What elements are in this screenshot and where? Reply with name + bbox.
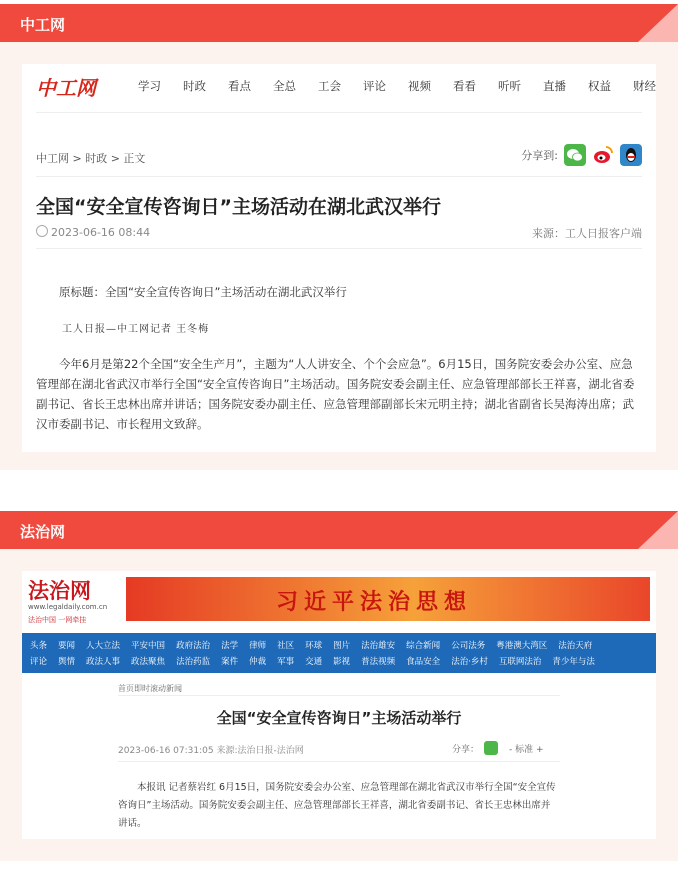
nav-item[interactable]: 军事 <box>277 657 295 667</box>
section-header-fzw <box>0 511 678 549</box>
divider <box>36 248 642 249</box>
nav-item[interactable]: 律师 <box>249 641 267 651</box>
nav-item[interactable]: 评论 <box>30 657 48 667</box>
nav-item[interactable]: 食品安全 <box>406 657 441 667</box>
nav-item[interactable]: 政法聚焦 <box>131 657 166 667</box>
nav-item[interactable]: 直播 <box>543 79 566 93</box>
nav-item[interactable]: 法治药监 <box>176 657 211 667</box>
share-bar <box>521 144 642 166</box>
nav-item[interactable]: 普法视频 <box>361 657 396 667</box>
zgw-logo[interactable]: 中工网 <box>36 75 96 100</box>
nav-item[interactable]: 法治天府 <box>558 641 593 651</box>
nav-item[interactable]: 政府法治 <box>176 641 211 651</box>
article-datetime <box>36 225 150 239</box>
article-headline: 全国“安全宣传咨询日”主场活动在湖北武汉举行 <box>36 196 441 218</box>
article-meta: 2023-06-16 07:31:05 来源:法治日报-法治网 <box>118 746 304 756</box>
clock-icon <box>36 225 48 237</box>
nav-item[interactable]: 社区 <box>277 641 295 651</box>
nav-item[interactable]: 头条 <box>30 641 48 651</box>
article-body: 今年6月是第22个全国“安全生产月”，主题为“人人讲安全、个个会应急”。6月15日，国务院安委会办公室、应急管理部在湖北省武汉市举行全国“安全宣传咨询日”主场活动。国务院安委会副主任、应急管理部部长王祥喜，湖北省委副书记、省长王忠林出席并讲话；国务院安委办副主任、应急管理部副部长宋元明主持；湖北省副省长吴海涛出席；武汉市委副书记、市长程用文致辞。 <box>36 357 635 431</box>
section-header-zgw <box>0 4 678 42</box>
article-card-fzw <box>22 571 656 839</box>
nav-item[interactable]: 权益 <box>588 79 611 93</box>
nav-item[interactable]: 视频 <box>408 79 431 93</box>
breadcrumb[interactable]: 首页即时滚动新闻 <box>118 684 182 693</box>
font-size-control[interactable]: - 标准 + <box>509 744 544 755</box>
nav-item[interactable]: 图片 <box>333 641 351 651</box>
nav-item[interactable]: 案件 <box>221 657 239 667</box>
nav-item[interactable]: 政法人事 <box>86 657 121 667</box>
article-body: 本报讯 记者蔡岩红 6月15日，国务院安委会办公室、应急管理部在湖北省武汉市举行全国“安全宣传咨询日”主场活动。国务院安委会副主任、应急管理部部长王祥喜，湖北省委副书记、省长王忠林出席并讲话。 <box>118 782 556 829</box>
divider <box>36 176 642 177</box>
nav-row-1 <box>30 639 603 651</box>
nav-item[interactable]: 青少年与法 <box>552 657 595 667</box>
share-label: 分享到: <box>521 149 558 162</box>
byline: 工人日报—中工网记者 王冬梅 <box>62 324 210 335</box>
zgw-navbar <box>22 64 656 108</box>
nav-item[interactable]: 时政 <box>183 79 206 93</box>
nav-item[interactable]: 互联网法治 <box>498 657 542 667</box>
nav-item[interactable]: 交通 <box>305 657 323 667</box>
nav-item[interactable]: 看点 <box>228 79 251 93</box>
banner[interactable] <box>126 577 650 621</box>
qq-icon[interactable] <box>620 144 642 166</box>
nav-item[interactable]: 评论 <box>363 79 386 93</box>
share-bar <box>452 741 544 755</box>
nav-item[interactable]: 要闻 <box>58 641 76 651</box>
nav-item[interactable]: 人大立法 <box>86 641 121 651</box>
fzw-header <box>22 571 656 627</box>
nav-item[interactable]: 公司法务 <box>451 641 486 651</box>
nav-item[interactable]: 全总 <box>273 79 296 93</box>
datetime-text: 2023-06-16 08:44 <box>51 226 151 239</box>
divider <box>118 761 560 762</box>
share-label: 分享： <box>452 744 480 755</box>
panel-zgw <box>0 42 678 470</box>
nav-item[interactable]: 舆情 <box>58 657 76 667</box>
corner-decoration <box>638 4 678 42</box>
nav-item[interactable]: 学习 <box>138 79 161 93</box>
article-headline: 全国“安全宣传咨询日”主场活动举行 <box>216 709 462 727</box>
nav-item[interactable]: 听听 <box>498 79 521 93</box>
breadcrumb[interactable]: 中工网 > 时政 > 正文 <box>36 152 146 165</box>
article-source: 来源：工人日报客户端 <box>532 227 642 240</box>
nav-item[interactable]: 工会 <box>318 79 341 93</box>
nav-item[interactable]: 综合新闻 <box>406 641 441 651</box>
section-title: 法治网 <box>20 523 66 541</box>
nav-item[interactable]: 影视 <box>333 657 351 667</box>
nav-row-2 <box>30 655 606 667</box>
original-title: 原标题：全国“安全宣传咨询日”主场活动在湖北武汉举行 <box>59 285 347 299</box>
nav-item[interactable]: 财经 <box>633 79 656 93</box>
nav-item[interactable]: 平安中国 <box>131 641 166 651</box>
wechat-icon[interactable] <box>564 144 586 166</box>
nav-item[interactable]: 粤港澳大湾区 <box>496 641 548 651</box>
panel-fzw <box>0 549 678 861</box>
divider <box>118 695 560 696</box>
nav-item[interactable]: 法治·乡村 <box>451 657 488 667</box>
fzw-url: www.legaldaily.com.cn <box>28 603 108 611</box>
fzw-logo[interactable]: 法治网 <box>28 578 91 603</box>
section-title: 中工网 <box>20 16 66 34</box>
wechat-icon[interactable] <box>484 741 498 755</box>
nav-item[interactable]: 看看 <box>453 79 476 93</box>
nav-item[interactable]: 环球 <box>305 641 323 651</box>
article-card-zgw <box>22 64 656 452</box>
nav-item[interactable]: 法学 <box>221 641 239 651</box>
fzw-slogan: 法治中国 一网牵挂 <box>28 616 87 624</box>
corner-decoration <box>638 511 678 549</box>
nav-item[interactable]: 法治雄安 <box>361 641 396 651</box>
nav-item[interactable]: 仲裁 <box>249 657 267 667</box>
weibo-icon[interactable] <box>592 144 614 166</box>
banner-text: 习近平法治思想 <box>276 589 473 615</box>
divider <box>36 112 642 113</box>
fzw-navbar <box>22 633 656 673</box>
